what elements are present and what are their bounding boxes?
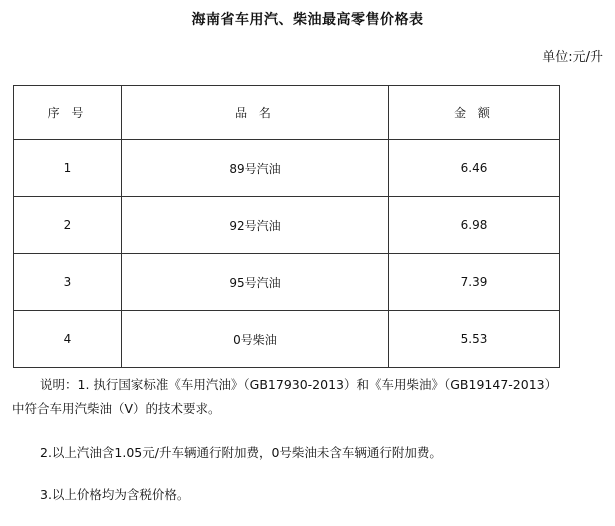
cell-name: 89号汽油 — [122, 140, 389, 197]
note-tax: 3.以上价格均为含税价格。 — [40, 487, 190, 502]
table-header-row — [14, 86, 560, 140]
cell-no: 3 — [14, 254, 122, 311]
cell-name: 92号汽油 — [122, 197, 389, 254]
table-row — [14, 197, 560, 254]
price-table — [13, 85, 560, 368]
cell-no: 2 — [14, 197, 122, 254]
header-amount: 金 额 — [389, 86, 560, 140]
cell-name: 0号柴油 — [122, 311, 389, 368]
table-row — [14, 311, 560, 368]
unit-label: 单位:元/升 — [542, 50, 603, 65]
document-title: 海南省车用汽、柴油最高零售价格表 — [191, 12, 424, 28]
table-row — [14, 254, 560, 311]
note-standard: 说明：1. 执行国家标准《车用汽油》（GB17930-2013）和《车用柴油》（GB19147-2013）中符合车用汽柴油（V）的技术要求。 — [12, 377, 558, 416]
note-surcharge: 2.以上汽油含1.05元/升车辆通行附加费，0号柴油未含车辆通行附加费。 — [40, 445, 442, 460]
cell-name: 95号汽油 — [122, 254, 389, 311]
header-name: 品 名 — [122, 86, 389, 140]
table-row — [14, 140, 560, 197]
header-no: 序 号 — [14, 86, 122, 140]
cell-amount: 5.53 — [389, 311, 560, 368]
cell-no: 1 — [14, 140, 122, 197]
cell-amount: 7.39 — [389, 254, 560, 311]
cell-amount: 6.98 — [389, 197, 560, 254]
cell-no: 4 — [14, 311, 122, 368]
cell-amount: 6.46 — [389, 140, 560, 197]
